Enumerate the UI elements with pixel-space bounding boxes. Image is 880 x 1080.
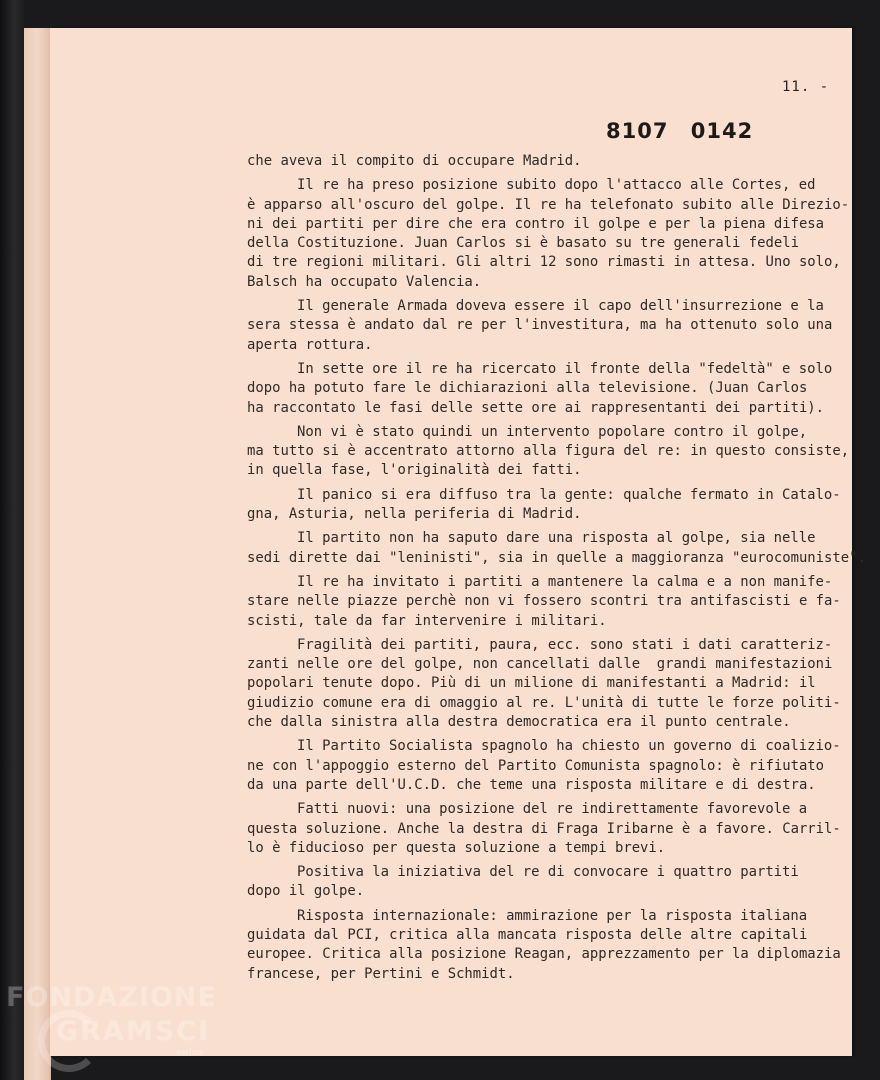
watermark-line-3: onlus	[176, 1048, 204, 1058]
text-line: Il generale Armada doveva essere il capo dell'insurrezione e la	[297, 298, 824, 315]
text-line: dopo ha potuto fare le dichiarazioni alla televisione. (Juan Carlos	[247, 380, 808, 397]
paragraph	[247, 176, 850, 292]
paragraph	[247, 907, 841, 984]
text-line: Fragilità dei partiti, paura, ecc. sono stati i dati caratteriz-	[297, 636, 833, 653]
paragraph	[247, 297, 833, 355]
text-line: che aveva il compito di occupare Madrid.	[247, 153, 582, 169]
text-line: ha raccontato le fasi delle sette ore ai rappresentanti dei partiti).	[247, 399, 825, 416]
text-line: in quella fase, l'originalità dei fatti.	[247, 462, 582, 479]
watermark-line-1: FONDAZIONE	[6, 982, 217, 1013]
text-line: ma tutto si è accentrato attorno alla figura del re: in questo consiste,	[247, 443, 850, 460]
text-line: Non vi è stato quindi un intervento popolare contro il golpe,	[297, 423, 808, 440]
text-line: zanti nelle ore del golpe, non cancellati dalle grandi manifestazioni	[247, 656, 833, 673]
text-line: di tre regioni militari. Gli altri 12 sono rimasti in attesa. Uno solo,	[247, 254, 841, 271]
text-line: In sette ore il re ha ricercato il fronte della "fedeltà" e solo	[297, 360, 833, 377]
paragraph	[247, 486, 841, 525]
paragraph	[247, 529, 866, 568]
text-line: Il panico si era diffuso tra la gente: qualche fermato in Catalo-	[297, 486, 841, 503]
paragraph	[247, 360, 833, 418]
text-line: stare nelle piazze perchè non vi fossero scontri tra antifascisti e fa-	[247, 593, 841, 610]
paragraph	[247, 800, 841, 858]
text-line: ni dei partiti per dire che era contro il golpe e per la piena difesa	[247, 215, 825, 232]
page-number: 11. -	[782, 79, 830, 95]
paragraph	[247, 152, 817, 171]
text-line: europee. Critica alla posizione Reagan, apprezzamento per la diplomazia	[247, 946, 841, 963]
text-line: sera stessa è andato dal re per l'investitura, ma ha ottenuto solo una	[247, 317, 833, 334]
paragraph	[247, 636, 841, 732]
text-line: lo è fiducioso per questa soluzione a tempi brevi.	[247, 839, 666, 856]
paragraph	[247, 863, 817, 902]
archive-code: 8107 0142	[606, 119, 754, 143]
text-line: Risposta internazionale: ammirazione per la risposta italiana	[297, 907, 808, 924]
text-line: Balsch ha occupato Valencia.	[247, 273, 482, 290]
text-line: guidata dal PCI, critica alla mancata risposta delle altre capitali	[247, 926, 808, 943]
text-line: è apparso all'oscuro del golpe. Il re ha telefonato subito alle Direzio-	[247, 196, 850, 213]
text-line: Il re ha invitato i partiti a mantenere la calma e a non manife-	[297, 573, 833, 590]
text-line: della Costituzione. Juan Carlos si è basato su tre generali fedeli	[247, 235, 799, 252]
document-body	[247, 152, 866, 984]
text-line: questa soluzione. Anche la destra di Fraga Iribarne è a favore. Carril-	[247, 820, 841, 837]
text-line: ne con l'appoggio esterno del Partito Comunista spagnolo: è rifiutato	[247, 757, 825, 774]
text-line: Il partito non ha saputo dare una risposta al golpe, sia nelle	[297, 530, 816, 547]
paragraph	[247, 573, 841, 631]
text-line: dopo il golpe.	[247, 883, 365, 900]
binder-edge	[0, 0, 24, 1080]
text-line: che dalla sinistra alla destra democratica era il punto centrale.	[247, 714, 791, 731]
text-line: sedi dirette dai "leninisti", sia in quelle a maggioranza "eurocomuniste".	[247, 549, 866, 566]
text-line: scisti, tale da far intervenire i militari.	[247, 612, 607, 629]
text-line: giudizio comune era di omaggio al re. L'unità di tutte le forze politi-	[247, 694, 841, 711]
paragraph	[247, 423, 850, 481]
text-line: Fatti nuovi: una posizione del re indirettamente favorevole a	[297, 801, 808, 818]
text-line: Il re ha preso posizione subito dopo l'attacco alle Cortes, ed	[297, 177, 816, 194]
text-line: aperta rottura.	[247, 336, 373, 353]
paragraph	[247, 737, 841, 795]
text-line: da una parte dell'U.C.D. che teme una risposta militare e di destra.	[247, 776, 816, 793]
page-edge-strip	[24, 28, 51, 1080]
text-line: Positiva la iniziativa del re di convocare i quattro partiti	[297, 864, 799, 881]
text-line: gna, Asturia, nella periferia di Madrid.	[247, 506, 582, 523]
text-line: Il Partito Socialista spagnolo ha chiesto un governo di coalizio-	[297, 738, 841, 755]
watermark-line-2: GRAMSCI	[56, 1016, 211, 1047]
text-line: francese, per Pertini e Schmidt.	[247, 965, 515, 982]
text-line: popolari tenute dopo. Più di un milione di manifestanti a Madrid: il	[247, 675, 816, 692]
